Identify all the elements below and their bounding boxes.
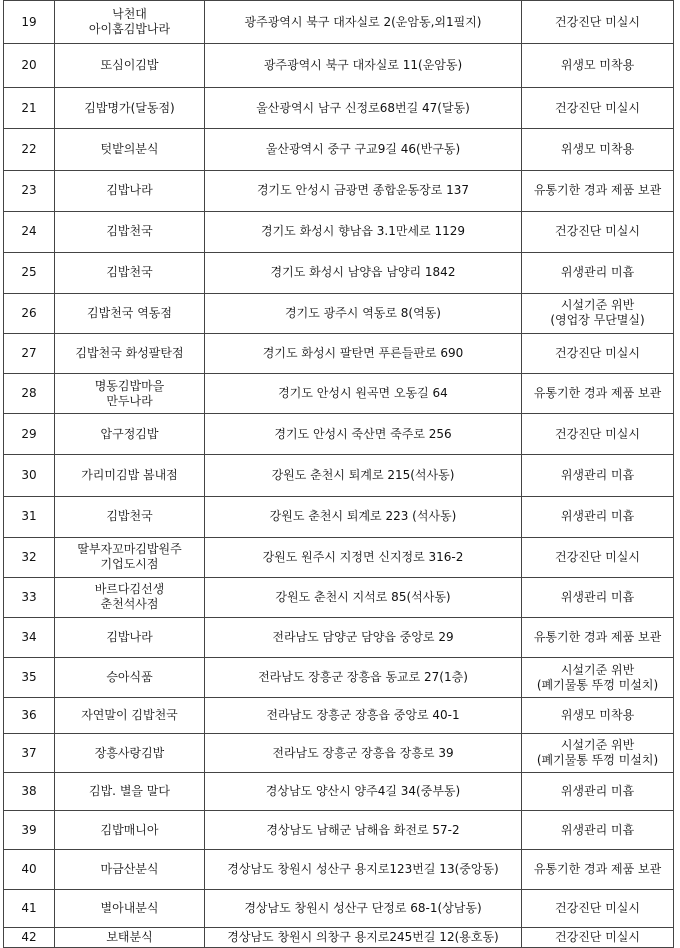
address-cell: 전라남도 담양군 담양읍 중앙로 29 [205, 617, 522, 657]
store-name-cell: 압구정김밥 [55, 414, 205, 455]
violation-cell: 건강진단 미실시 [522, 414, 674, 455]
violation-cell: 건강진단 미실시 [522, 537, 674, 577]
address-cell: 전라남도 장흥군 장흥읍 장흥로 39 [205, 734, 522, 773]
violation-cell: 시설기준 위반 (영업장 무단멸실) [522, 293, 674, 333]
row-number-cell: 31 [4, 496, 55, 537]
violation-cell: 유통기한 경과 제품 보관 [522, 374, 674, 414]
violation-cell: 위생모 미착용 [522, 129, 674, 170]
store-name-cell: 자연말이 김밥천국 [55, 698, 205, 734]
store-name-cell: 김밥. 별을 말다 [55, 773, 205, 811]
table-row [4, 773, 674, 811]
row-number-cell: 29 [4, 414, 55, 455]
row-number-cell: 37 [4, 734, 55, 773]
store-name-cell: 김밥매니아 [55, 811, 205, 849]
violation-cell: 시설기준 위반 (폐기물통 뚜껑 미설치) [522, 734, 674, 773]
address-cell: 광주광역시 북구 대자실로 11(운암동) [205, 44, 522, 88]
row-number-cell: 42 [4, 927, 55, 947]
violation-cell: 건강진단 미실시 [522, 1, 674, 44]
store-name-cell: 김밥천국 화성팔탄점 [55, 334, 205, 374]
violation-cell: 유통기한 경과 제품 보관 [522, 617, 674, 657]
table-row [4, 617, 674, 657]
store-name-cell: 낙천대 아이홉김밥나라 [55, 1, 205, 44]
address-cell: 경상남도 남해군 남해읍 화전로 57-2 [205, 811, 522, 849]
violation-cell: 위생관리 미흡 [522, 252, 674, 293]
store-name-cell: 김밥나라 [55, 617, 205, 657]
address-cell: 경상남도 창원시 성산구 단정로 68-1(상남동) [205, 889, 522, 927]
store-name-cell: 김밥천국 [55, 211, 205, 252]
table-row [4, 252, 674, 293]
row-number-cell: 20 [4, 44, 55, 88]
table-row [4, 293, 674, 333]
table-row [4, 455, 674, 496]
table-row [4, 537, 674, 577]
store-name-cell: 김밥명가(달동점) [55, 88, 205, 129]
store-name-cell: 장흥사랑김밥 [55, 734, 205, 773]
store-name-cell: 김밥천국 [55, 252, 205, 293]
address-cell: 경기도 안성시 죽산면 죽주로 256 [205, 414, 522, 455]
store-name-cell: 김밥천국 역동점 [55, 293, 205, 333]
address-cell: 강원도 춘천시 퇴계로 215(석사동) [205, 455, 522, 496]
violation-cell: 유통기한 경과 제품 보관 [522, 849, 674, 889]
store-name-cell: 바르다김선생 춘천석사점 [55, 577, 205, 617]
address-cell: 경기도 화성시 남양읍 남양리 1842 [205, 252, 522, 293]
store-name-cell: 마금산분식 [55, 849, 205, 889]
address-cell: 전라남도 장흥군 장흥읍 중앙로 40-1 [205, 698, 522, 734]
store-name-cell: 또심이김밥 [55, 44, 205, 88]
address-cell: 광주광역시 북구 대자실로 2(운암동,외1필지) [205, 1, 522, 44]
violation-cell: 위생관리 미흡 [522, 455, 674, 496]
address-cell: 경상남도 창원시 의창구 용지로245번길 12(용호동) [205, 927, 522, 947]
violation-cell: 건강진단 미실시 [522, 211, 674, 252]
table-row [4, 811, 674, 849]
store-name-cell: 승아식품 [55, 658, 205, 698]
row-number-cell: 33 [4, 577, 55, 617]
address-cell: 경기도 화성시 팔탄면 푸른들판로 690 [205, 334, 522, 374]
row-number-cell: 19 [4, 1, 55, 44]
table-row [4, 211, 674, 252]
violation-cell: 건강진단 미실시 [522, 889, 674, 927]
violation-cell: 건강진단 미실시 [522, 334, 674, 374]
table-row [4, 496, 674, 537]
address-cell: 경기도 안성시 원곡면 오동길 64 [205, 374, 522, 414]
address-cell: 울산광역시 남구 신정로68번길 47(달동) [205, 88, 522, 129]
address-cell: 전라남도 장흥군 장흥읍 동교로 27(1층) [205, 658, 522, 698]
address-cell: 경기도 광주시 역동로 8(역동) [205, 293, 522, 333]
violation-cell: 유통기한 경과 제품 보관 [522, 170, 674, 211]
address-cell: 경기도 화성시 향남읍 3.1만세로 1129 [205, 211, 522, 252]
row-number-cell: 41 [4, 889, 55, 927]
table-row [4, 414, 674, 455]
table-row [4, 129, 674, 170]
address-cell: 강원도 춘천시 지석로 85(석사동) [205, 577, 522, 617]
table-row [4, 1, 674, 44]
store-name-cell: 김밥천국 [55, 496, 205, 537]
violation-cell: 위생모 미착용 [522, 44, 674, 88]
row-number-cell: 25 [4, 252, 55, 293]
row-number-cell: 30 [4, 455, 55, 496]
row-number-cell: 39 [4, 811, 55, 849]
violation-cell: 위생관리 미흡 [522, 496, 674, 537]
store-name-cell: 김밥나라 [55, 170, 205, 211]
row-number-cell: 32 [4, 537, 55, 577]
violation-cell: 건강진단 미실시 [522, 88, 674, 129]
table-row [4, 577, 674, 617]
address-cell: 경상남도 양산시 양주4길 34(중부동) [205, 773, 522, 811]
table-row [4, 374, 674, 414]
row-number-cell: 24 [4, 211, 55, 252]
violation-cell: 위생관리 미흡 [522, 577, 674, 617]
violations-table-body [4, 1, 674, 948]
row-number-cell: 35 [4, 658, 55, 698]
table-row [4, 849, 674, 889]
address-cell: 강원도 춘천시 퇴계로 223 (석사동) [205, 496, 522, 537]
violations-table [3, 0, 674, 948]
table-row [4, 734, 674, 773]
address-cell: 경기도 안성시 금광면 종합운동장로 137 [205, 170, 522, 211]
violation-cell: 위생관리 미흡 [522, 773, 674, 811]
row-number-cell: 21 [4, 88, 55, 129]
table-row [4, 88, 674, 129]
address-cell: 강원도 원주시 지정면 신지정로 316-2 [205, 537, 522, 577]
table-row [4, 698, 674, 734]
table-row [4, 334, 674, 374]
row-number-cell: 34 [4, 617, 55, 657]
row-number-cell: 38 [4, 773, 55, 811]
row-number-cell: 27 [4, 334, 55, 374]
table-row [4, 44, 674, 88]
row-number-cell: 36 [4, 698, 55, 734]
table-row [4, 889, 674, 927]
store-name-cell: 명동김밥마을 만두나라 [55, 374, 205, 414]
violation-cell: 위생관리 미흡 [522, 811, 674, 849]
store-name-cell: 딸부자꼬마김밥원주 기업도시점 [55, 537, 205, 577]
row-number-cell: 28 [4, 374, 55, 414]
violation-cell: 건강진단 미실시 [522, 927, 674, 947]
store-name-cell: 텃밭의분식 [55, 129, 205, 170]
store-name-cell: 보태분식 [55, 927, 205, 947]
row-number-cell: 22 [4, 129, 55, 170]
violation-cell: 시설기준 위반 (폐기물통 뚜껑 미설치) [522, 658, 674, 698]
store-name-cell: 가리미김밥 봄내점 [55, 455, 205, 496]
table-row [4, 658, 674, 698]
address-cell: 울산광역시 중구 구교9길 46(반구동) [205, 129, 522, 170]
table-row [4, 170, 674, 211]
table-row [4, 927, 674, 947]
store-name-cell: 별아내분식 [55, 889, 205, 927]
row-number-cell: 26 [4, 293, 55, 333]
row-number-cell: 23 [4, 170, 55, 211]
address-cell: 경상남도 창원시 성산구 용지로123번길 13(중앙동) [205, 849, 522, 889]
row-number-cell: 40 [4, 849, 55, 889]
violation-cell: 위생모 미착용 [522, 698, 674, 734]
